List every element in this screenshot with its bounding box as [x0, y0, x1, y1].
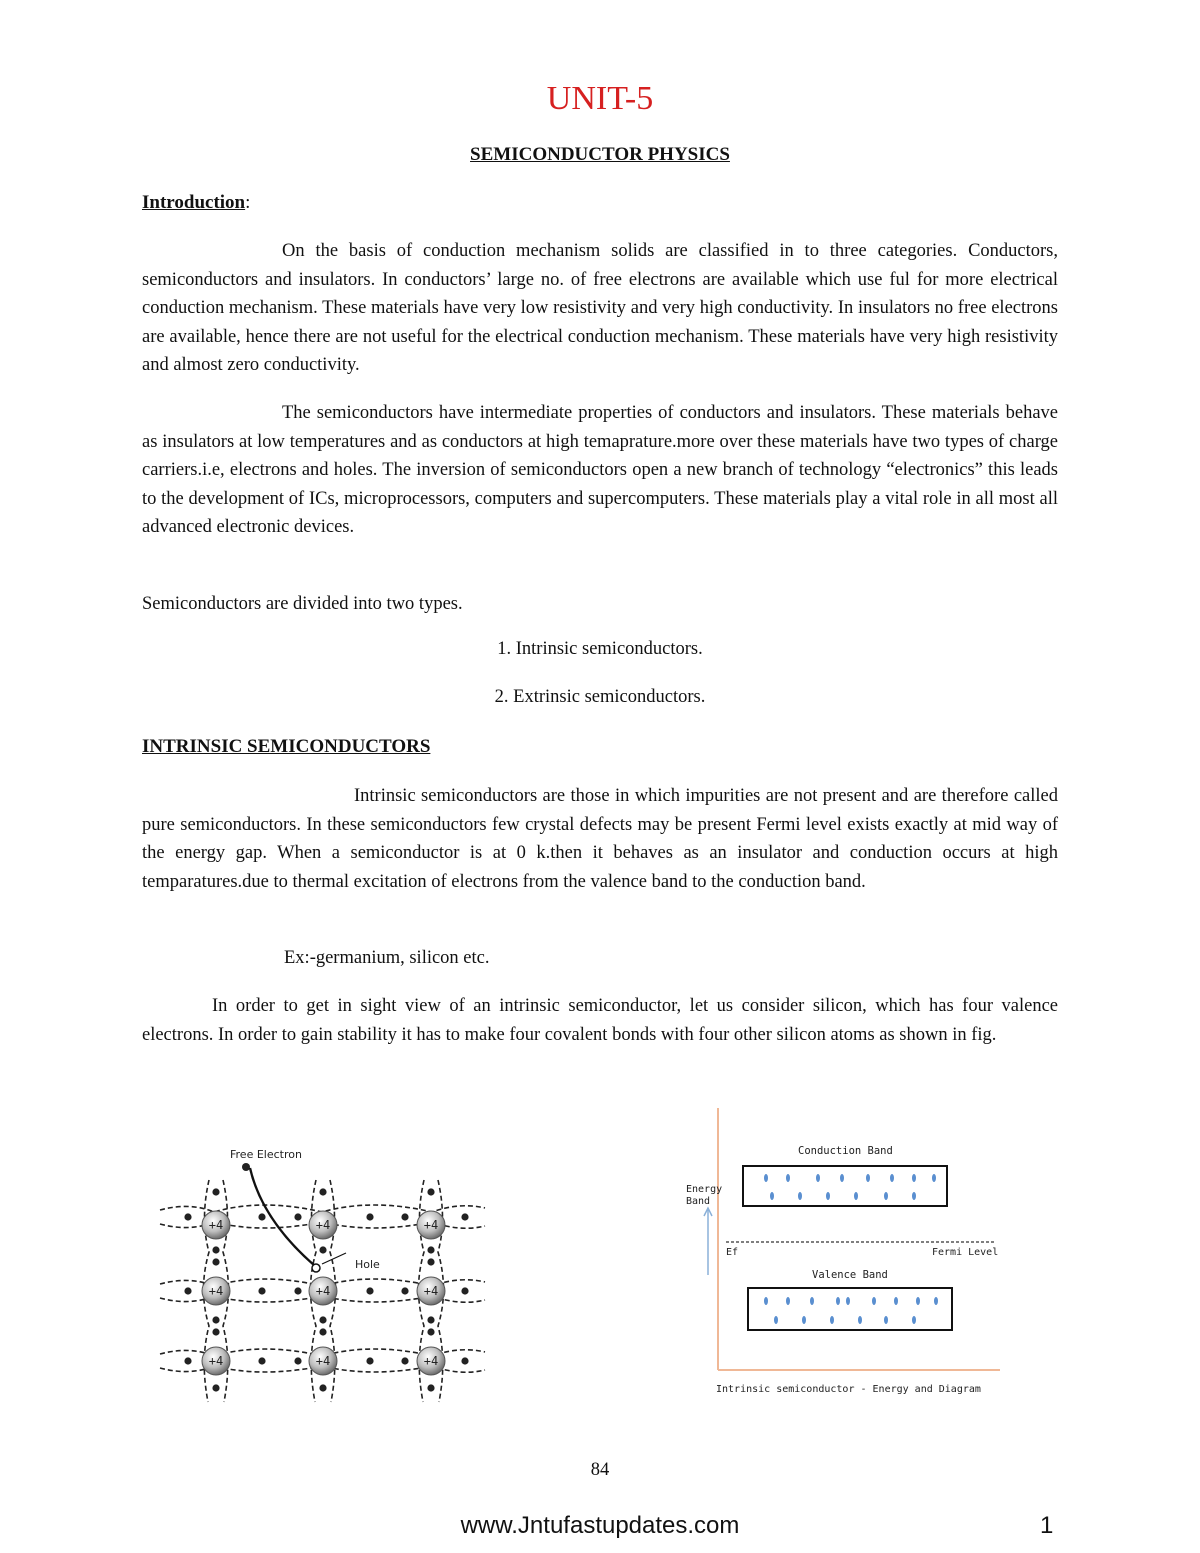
intro-heading-wrap	[142, 192, 250, 214]
type-item-intrinsic: 1. Intrinsic semiconductors.	[497, 639, 703, 659]
valence-band-label: Valence Band	[812, 1269, 888, 1281]
atom-label: +4	[208, 1354, 224, 1368]
conduction-band-label: Conduction Band	[798, 1145, 893, 1157]
intro-paragraph-2: The semiconductors have intermediate properties of conductors and insulators. These materials behave as insulators at low temperatures and as conductors at high temaprature.more over these materials have two types of charge carriers.i.e, electrons and holes. The inversion of semiconductors open a new branch of technology “electronics” this leads to the development of ICs, microprocessors, computers and supercomputers. These materials play a vital role in all most all advanced electronic devices.	[142, 403, 1058, 538]
atom-label: +4	[208, 1284, 224, 1298]
types-intro: Semiconductors are divided into two types.	[142, 594, 463, 614]
intrinsic-heading: INTRINSIC SEMICONDUCTORS	[142, 736, 431, 757]
energy-label: Energy	[686, 1184, 723, 1195]
atom-label: +4	[315, 1284, 331, 1298]
hole-label: Hole	[355, 1258, 380, 1271]
subject-title: SEMICONDUCTOR PHYSICS	[470, 144, 730, 165]
hole-pointer	[322, 1253, 346, 1264]
atom-label: +4	[423, 1354, 439, 1368]
footer-sheet-number: 1	[1040, 1512, 1054, 1539]
intrinsic-example: Ex:-germanium, silicon etc.	[284, 948, 490, 968]
intrinsic-paragraph-2: In order to get in sight view of an intrinsic semiconductor, let us consider silicon, which has four valence electrons. In order to gain stability it has to make four covalent bonds with four other silicon atoms as shown in fig.	[142, 996, 1058, 1045]
atom-label: +4	[315, 1354, 331, 1368]
band-figure-caption: Intrinsic semiconductor - Energy and Diagram	[716, 1384, 981, 1395]
valence-band-box	[748, 1288, 952, 1330]
intrinsic-paragraph-1: Intrinsic semiconductors are those in which impurities are not present and are therefore called pure semiconductors. In these semiconductors few crystal defects may be present Fermi level exists exactly at mid way of the energy gap. When a semiconductor is at 0 k.then it behaves as an insulator and conduction occurs at high temparatures.due to thermal excitation of electrons from the valence band to the conduction band.	[142, 786, 1058, 892]
page-number: 84	[590, 1460, 610, 1480]
atom-label: +4	[423, 1284, 439, 1298]
free-electron-label: Free Electron	[230, 1148, 302, 1161]
atom-label: +4	[423, 1218, 439, 1232]
ef-label: Ef	[726, 1247, 739, 1258]
intro-heading: Introduction	[142, 192, 246, 213]
band-label: Band	[686, 1196, 711, 1207]
intro-heading-colon: :	[245, 192, 251, 213]
atom-label: +4	[315, 1218, 331, 1232]
intro-paragraph-1: On the basis of conduction mechanism solids are classified in to three categories. Conductors, semiconductors and insulators. In conductors’ large no. of free electrons are available which use ful for more electrical conduction mechanism. These materials have very low resistivity and very high conductivity. In insulators no free electrons are available, hence there are not useful for the electrical conduction mechanism. These materials have very high resistivity and almost zero conductivity.	[142, 241, 1058, 376]
free-electron-annotation	[230, 1148, 380, 1272]
conduction-band-box	[743, 1166, 947, 1206]
footer-url: www.Jntufastupdates.com	[460, 1512, 740, 1539]
fermi-level-label: Fermi Level	[932, 1247, 999, 1258]
type-item-extrinsic: 2. Extrinsic semiconductors.	[494, 687, 706, 707]
silicon-lattice-figure	[150, 1140, 500, 1410]
atom-label: +4	[208, 1218, 224, 1232]
unit-title: UNIT-5	[546, 80, 654, 117]
hole-marker	[312, 1264, 320, 1272]
free-electron	[242, 1163, 250, 1171]
energy-band-figure	[680, 1100, 1010, 1400]
